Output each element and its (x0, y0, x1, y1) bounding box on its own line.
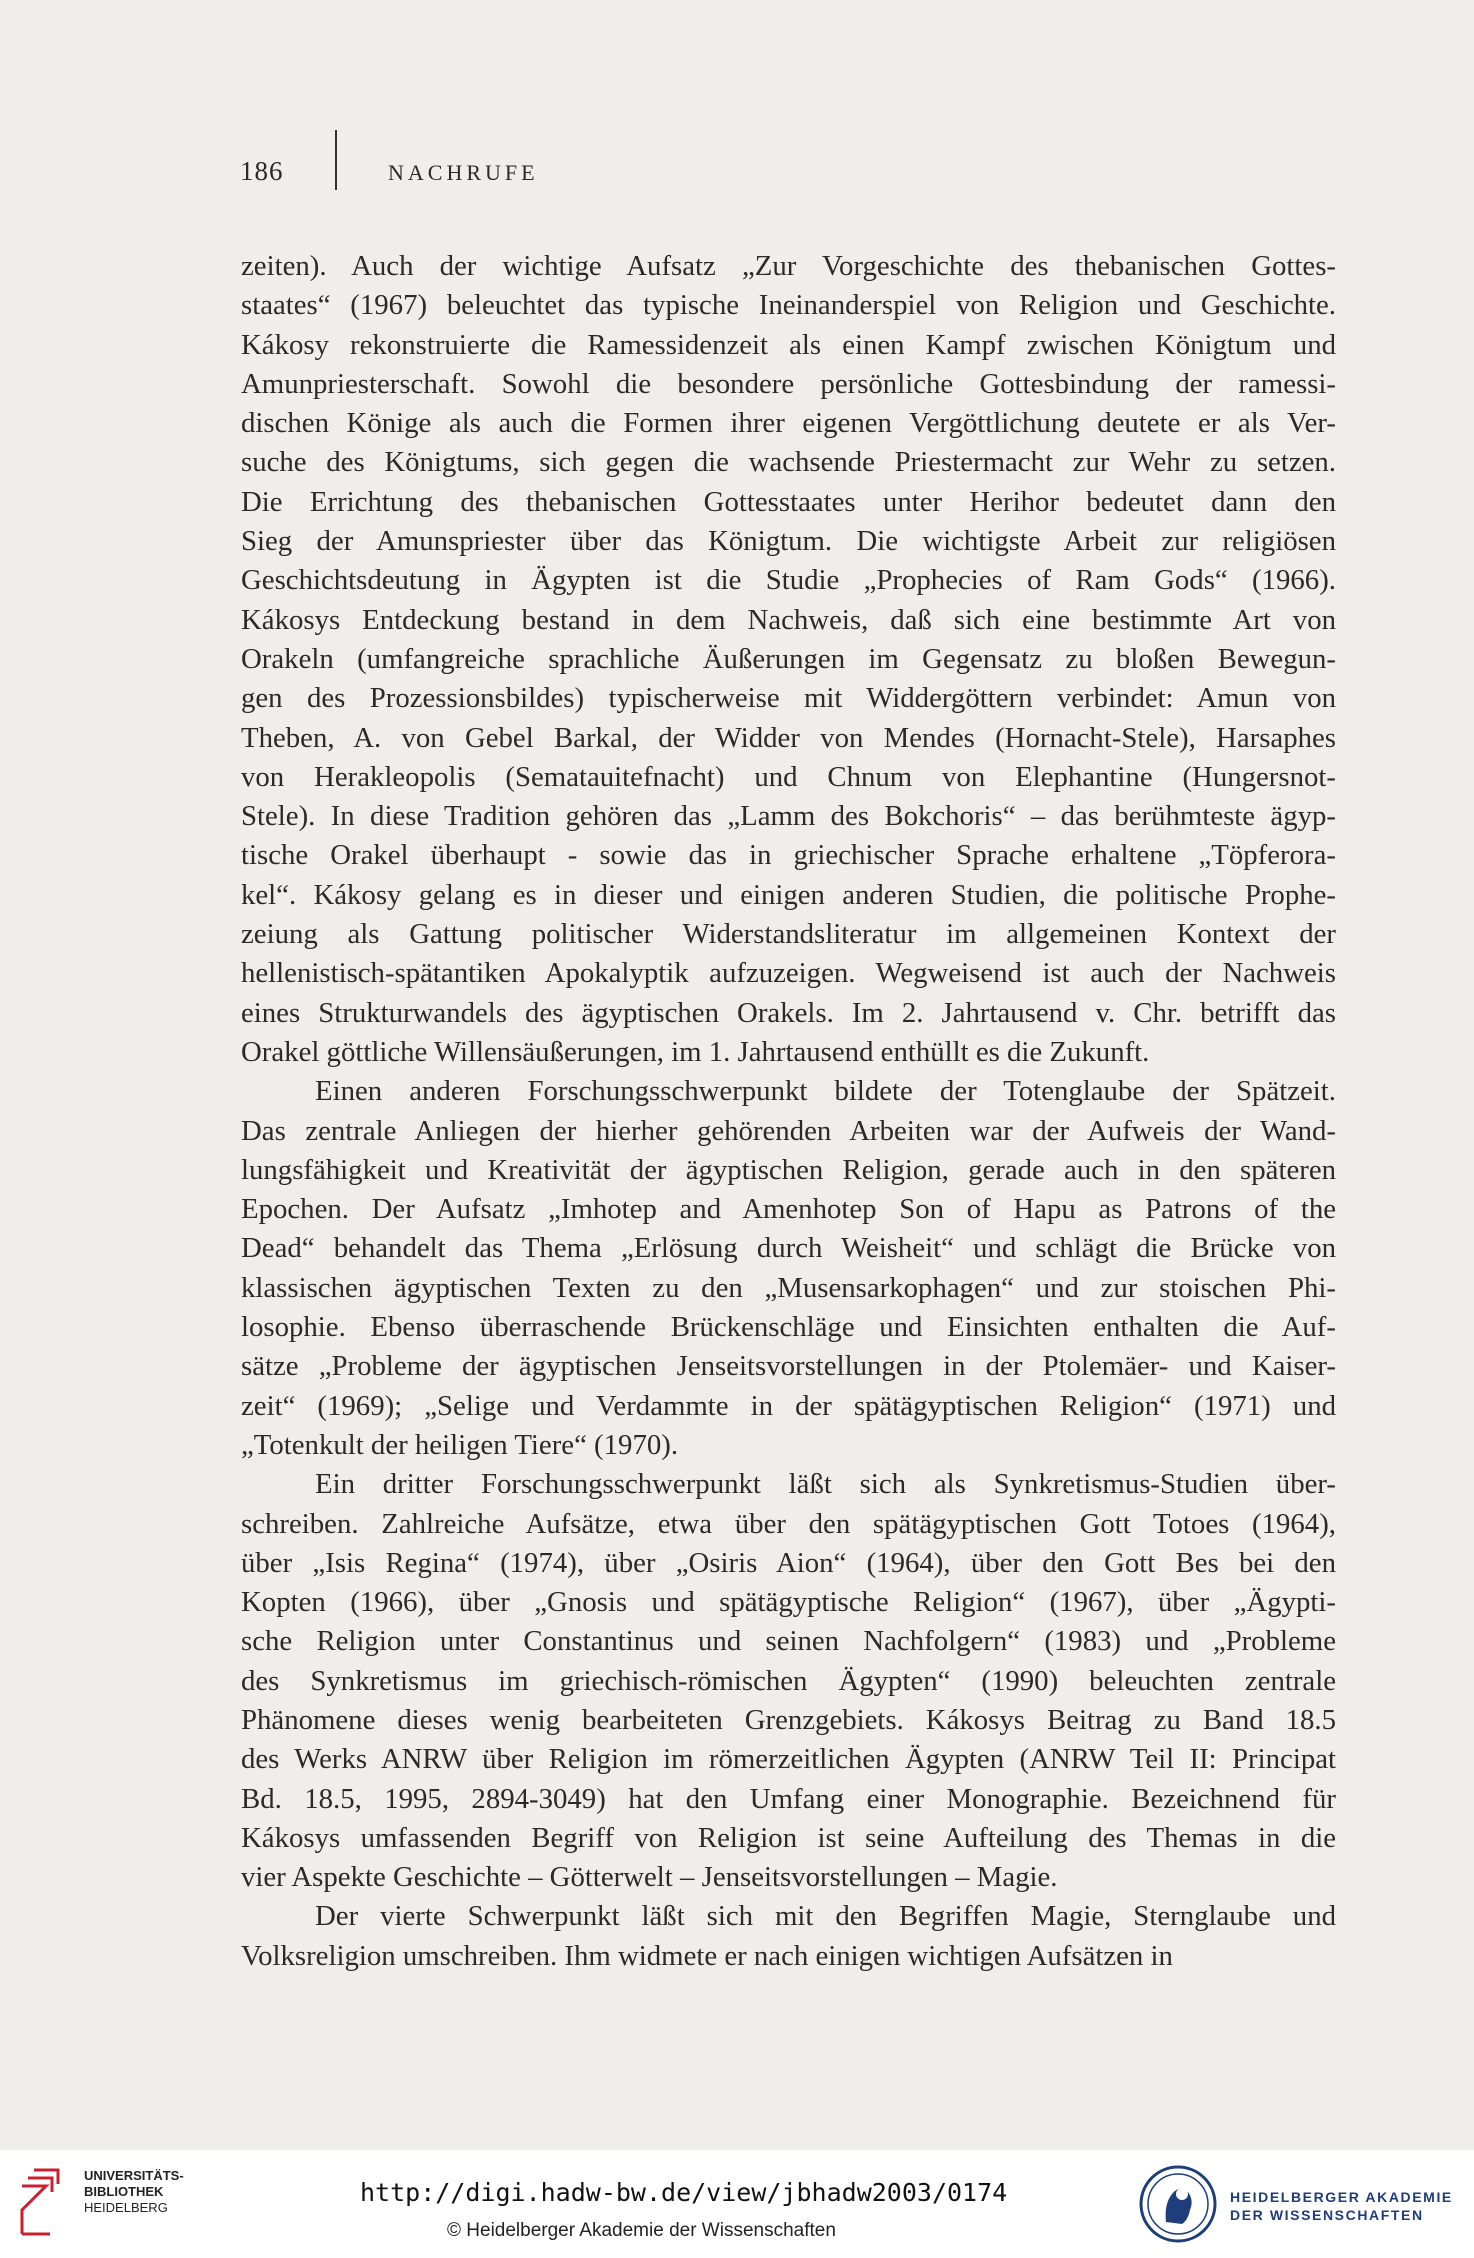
footer-bar (0, 2150, 1474, 2258)
text-line: Amunpriesterschaft. Sowohl die besondere persönliche Gottesbindung der ramessi- (241, 367, 1336, 400)
text-line: des Werks ANRW über Religion im römerzeitlichen Ägypten (ANRW Teil II: Principat (241, 1743, 1336, 1776)
text-line: Kopten (1966), über „Gnosis und spätägyptische Religion“ (1967), über „Ägypti- (241, 1586, 1336, 1619)
text-line: staates“ (1967) beleuchtet das typische Ineinanderspiel von Religion und Geschichte. (241, 289, 1336, 322)
text-line: vier Aspekte Geschichte – Götterwelt – Jenseitsvorstellungen – Magie. (241, 1861, 1058, 1894)
permalink-url[interactable]: http://digi.hadw-bw.de/view/jbhadw2003/0174 (360, 2178, 1008, 2207)
text-line: zeit“ (1969); „Selige und Verdammte in der spätägyptischen Religion“ (1971) und (241, 1389, 1336, 1422)
text-line: klassischen ägyptischen Texten zu den „Musensarkophagen“ und zur stoischen Phi- (241, 1271, 1336, 1304)
paragraph (241, 1465, 1336, 1897)
text-line: Einen anderen Forschungsschwerpunkt bildete der Totenglaube der Spätzeit. (315, 1075, 1336, 1108)
text-line: Volksreligion umschreiben. Ihm widmete er nach einigen wichtigen Aufsätzen in (241, 1939, 1173, 1972)
academy-seal-icon (1138, 2164, 1218, 2244)
text-line: Bd. 18.5, 1995, 2894-3049) hat den Umfang einer Monographie. Bezeichnend für (241, 1782, 1336, 1815)
text-line: Sieg der Amunspriester über das Königtum. Die wichtigste Arbeit zur religiösen (241, 525, 1336, 558)
academy-name: HEIDELBERGER AKADEMIE DER WISSENSCHAFTEN (1230, 2189, 1453, 2223)
text-line: Orakeln (umfangreiche sprachliche Äußerungen im Gegensatz zu bloßen Bewegun- (241, 642, 1336, 675)
section-title: NACHRUFE (388, 160, 539, 185)
text-line: schreiben. Zahlreiche Aufsätze, etwa über den spätägyptischen Gott Totoes (1964), (241, 1507, 1336, 1540)
copyright-notice: © Heidelberger Akademie der Wissenschaften (447, 2220, 836, 2241)
text-line: zeiung als Gattung politischer Widerstandsliteratur im allgemeinen Kontext der (241, 918, 1336, 951)
text-line: Epochen. Der Aufsatz „Imhotep and Amenhotep Son of Hapu as Patrons of the (241, 1193, 1336, 1226)
text-line: Stele). In diese Tradition gehören das „Lamm des Bokchoris“ – das berühmteste ägyp- (241, 800, 1336, 833)
text-line: Die Errichtung des thebanischen Gottesstaates unter Herihor bedeutet dann den (241, 485, 1336, 518)
text-line: zeiten). Auch der wichtige Aufsatz „Zur Vorgeschichte des thebanischen Gottes- (241, 250, 1336, 282)
page-number: 186 (240, 156, 284, 186)
university-library-name: UNIVERSITÄTS- BIBLIOTHEK HEIDELBERG (84, 2168, 184, 2215)
text-line: Kákosy rekonstruierte die Ramessidenzeit als einen Kampf zwischen Königtum und (241, 328, 1336, 361)
text-line: von Herakleopolis (Sematauitefnacht) und Chnum von Elephantine (Hungersnot- (241, 760, 1336, 793)
paragraph (241, 1897, 1336, 1976)
header-divider (335, 130, 337, 190)
text-line: hellenistisch-spätantiken Apokalyptik aufzuzeigen. Wegweisend ist auch der Nachweis (241, 957, 1336, 990)
text-line: Ein dritter Forschungsschwerpunkt läßt sich als Synkretismus-Studien über- (315, 1468, 1336, 1501)
text-line: losophie. Ebenso überraschende Brückenschläge und Einsichten enthalten die Auf- (241, 1311, 1336, 1344)
text-line: sche Religion unter Constantinus und seinen Nachfolgern“ (1983) und „Probleme (241, 1625, 1336, 1658)
text-line: „Totenkult der heiligen Tiere“ (1970). (241, 1428, 679, 1461)
text-line: Der vierte Schwerpunkt läßt sich mit den Begriffen Magie, Sternglaube und (315, 1900, 1336, 1933)
text-line: Geschichtsdeutung in Ägypten ist die Studie „Prophecies of Ram Gods“ (1966). (241, 564, 1336, 597)
text-line: über „Isis Regina“ (1974), über „Osiris Aion“ (1964), über den Gott Bes bei den (241, 1546, 1336, 1579)
university-library-logo-icon (14, 2162, 74, 2242)
text-line: des Synkretismus im griechisch-römischen Ägypten“ (1990) beleuchten zentrale (241, 1664, 1336, 1697)
text-line: lungsfähigkeit und Kreativität der ägyptischen Religion, gerade auch in den späteren (241, 1153, 1336, 1186)
text-line: dischen Könige als auch die Formen ihrer eigenen Vergöttlichung deutete er als Ver- (241, 407, 1336, 440)
text-line: Theben, A. von Gebel Barkal, der Widder von Mendes (Hornacht-Stele), Harsaphes (241, 721, 1336, 754)
text-line: Kákosys Entdeckung bestand in dem Nachweis, daß sich eine bestimmte Art von (241, 603, 1336, 636)
text-line: Phänomene dieses wenig bearbeiteten Grenzgebiets. Kákosys Beitrag zu Band 18.5 (241, 1703, 1336, 1736)
text-line: Dead“ behandelt das Thema „Erlösung durch Weisheit“ und schlägt die Brücke von (241, 1232, 1336, 1265)
body-text (241, 247, 1336, 1976)
text-line: gen des Prozessionsbildes) typischerweise mit Widdergöttern verbindet: Amun von (241, 682, 1336, 715)
text-line: Kákosys umfassenden Begriff von Religion ist seine Aufteilung des Themas in die (241, 1821, 1336, 1854)
text-line: tische Orakel überhaupt - sowie das in griechischer Sprache erhaltene „Töpferora- (241, 839, 1336, 872)
text-line: kel“. Kákosy gelang es in dieser und einigen anderen Studien, die politische Prophe- (241, 878, 1336, 911)
paragraph (241, 1072, 1336, 1465)
paragraph (241, 247, 1336, 1072)
text-line: sätze „Probleme der ägyptischen Jenseitsvorstellungen in der Ptolemäer- und Kaiser- (241, 1350, 1336, 1383)
text-line: eines Strukturwandels des ägyptischen Orakels. Im 2. Jahrtausend v. Chr. betrifft das (241, 996, 1336, 1029)
text-line: suche des Königtums, sich gegen die wachsende Priestermacht zur Wehr zu setzen. (241, 446, 1336, 479)
text-line: Orakel göttliche Willensäußerungen, im 1. Jahrtausend enthüllt es die Zukunft. (241, 1035, 1150, 1068)
text-line: Das zentrale Anliegen der hierher gehörenden Arbeiten war der Aufweis der Wand- (241, 1114, 1336, 1147)
